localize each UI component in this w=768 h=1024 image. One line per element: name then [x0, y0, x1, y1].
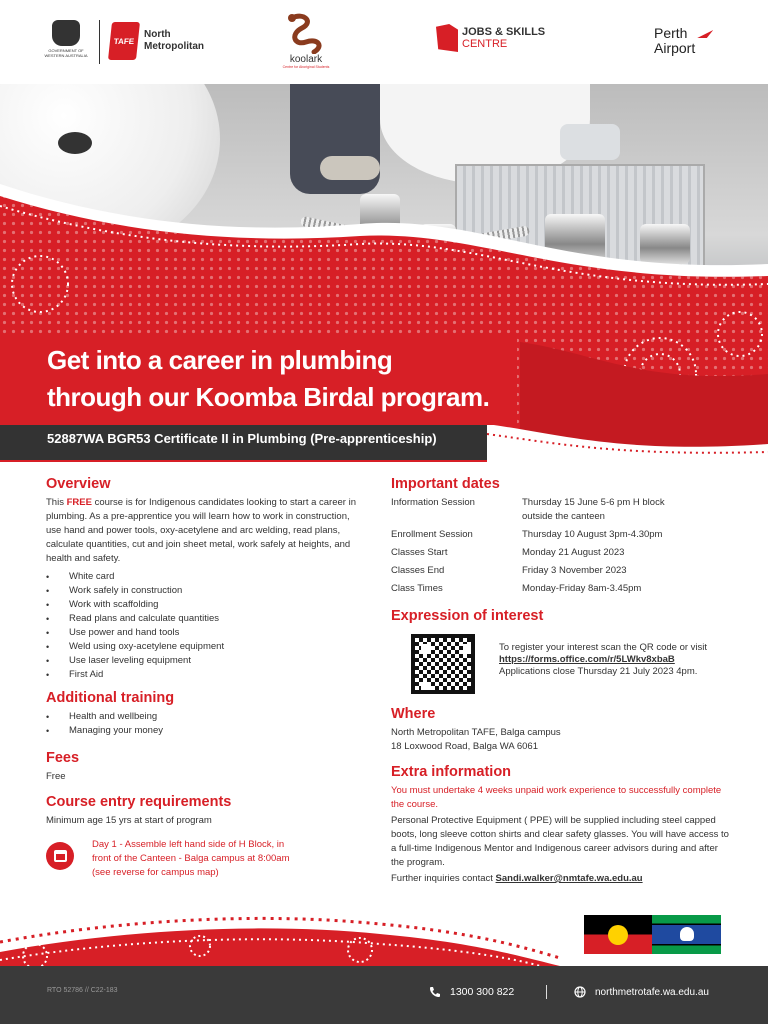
fees-heading: Fees — [46, 750, 80, 766]
list-item: • Health and wellbeing — [46, 710, 362, 724]
tafe-name: North Metropolitan — [144, 29, 204, 52]
list-item: • Managing your money — [46, 724, 362, 738]
hero-title-box — [0, 338, 517, 425]
website-link[interactable] — [574, 986, 709, 998]
left-column — [46, 476, 362, 886]
jobs-line1: JOBS & SKILLS — [462, 26, 546, 38]
important-dates-heading: Important dates — [391, 476, 500, 492]
list-item: • Weld using oxy-acetylene equipment — [46, 640, 362, 654]
date-value: Thursday 15 June 5-6 pm H block outside the canteen — [522, 497, 665, 522]
koolark-logo — [276, 12, 336, 69]
koolark-sub: Centre for Aboriginal Students — [282, 65, 330, 69]
calendar-icon — [46, 842, 74, 870]
globe-icon — [574, 986, 586, 998]
day1-line1: Day 1 - Assemble left hand side of H Block, in — [92, 839, 285, 850]
fees-section — [46, 750, 362, 784]
tafe-logo — [110, 22, 224, 60]
entry-requirements-text: Minimum age 15 yrs at start of program — [46, 815, 212, 826]
ppe-text: Personal Protective Equipment ( PPE) will be supplied including steel capped boots, long sleeve cotton shirts and clear safety glasses. You will have access to a full-time Indigenous Mentor and Indigenous career advisors during and after the program. — [391, 815, 729, 868]
certificate-bar: 52887WA BGR53 Certificate II in Plumbing (Pre-apprenticeship) — [0, 425, 487, 460]
website-url: northmetrotafe.wa.edu.au — [595, 986, 709, 998]
eoi-link[interactable]: https://forms.office.com/r/5LWkv8xbaB — [499, 654, 675, 665]
list-item: • Use laser leveling equipment — [46, 654, 362, 668]
eoi-line3: Applications close Thursday 21 July 2023 4pm. — [499, 666, 698, 677]
day1-callout — [46, 838, 362, 880]
date-value: Monday-Friday 8am-3.45pm — [522, 583, 642, 594]
day1-text — [92, 838, 290, 880]
table-row — [391, 546, 731, 564]
where-line1: North Metropolitan TAFE, Balga campus — [391, 727, 561, 738]
extra-info-section — [391, 764, 731, 886]
date-value: Monday 21 August 2023 — [522, 547, 625, 558]
koolark-name: koolark — [289, 54, 323, 65]
wa-map-icon — [436, 24, 458, 52]
where-heading: Where — [391, 706, 436, 722]
entry-requirements-heading: Course entry requirements — [46, 794, 232, 810]
date-value: Friday 3 November 2023 — [522, 565, 627, 576]
contact-email-link[interactable]: Sandi.walker@nmtafe.wa.edu.au — [495, 873, 643, 884]
contact-text — [391, 872, 731, 886]
table-row — [391, 564, 731, 582]
list-item: • Work with scaffolding — [46, 598, 362, 612]
aboriginal-flag — [584, 915, 653, 954]
right-column — [391, 476, 731, 892]
eoi-heading: Expression of interest — [391, 608, 544, 624]
table-row — [391, 582, 731, 600]
qr-code[interactable] — [411, 634, 475, 694]
logo-bar — [0, 0, 768, 84]
hero-title-line1: Get into a career in plumbing — [47, 345, 393, 375]
list-item: • Use power and hand tools — [46, 626, 362, 640]
overview-intro-pre: This — [46, 497, 67, 508]
date-label: Information Session — [391, 497, 475, 508]
dates-table — [391, 496, 731, 600]
important-dates-section — [391, 476, 731, 600]
fees-value: Free — [46, 771, 66, 782]
additional-training-list — [46, 710, 362, 738]
eoi-line1: To register your interest scan the QR code or visit — [499, 642, 708, 653]
overview-list — [46, 570, 362, 682]
overview-intro — [46, 496, 362, 566]
airport-line2: Airport — [654, 40, 696, 56]
date-label: Classes End — [391, 565, 445, 576]
phone-contact[interactable] — [429, 986, 514, 998]
list-item: • Read plans and calculate quantities — [46, 612, 362, 626]
day1-line2: front of the Canteen - Balga campus at 8:00am — [92, 853, 290, 864]
rto-number: RTO 52786 // C22-183 — [47, 987, 118, 994]
list-item: • Work safely in construction — [46, 584, 362, 598]
table-row — [391, 528, 731, 546]
overview-heading: Overview — [46, 476, 111, 492]
work-experience-warning: You must undertake 4 weeks unpaid work experience to successfully complete the course. — [391, 785, 722, 810]
list-item: • First Aid — [46, 668, 362, 682]
phone-number: 1300 300 822 — [450, 986, 515, 998]
airport-line1: Perth — [654, 25, 688, 41]
list-item: • White card — [46, 570, 362, 584]
jobs-skills-logo — [436, 24, 545, 52]
date-label: Class Times — [391, 583, 443, 594]
date-label: Classes Start — [391, 547, 448, 558]
date-value: Thursday 10 August 3pm-4.30pm — [522, 529, 663, 540]
footer-divider — [546, 985, 547, 999]
airport-name — [654, 26, 695, 56]
date-label: Enrollment Session — [391, 529, 473, 540]
crest-icon — [52, 20, 80, 46]
overview-section — [46, 476, 362, 682]
additional-training-section — [46, 690, 362, 738]
torres-strait-flag — [652, 915, 721, 954]
where-section — [391, 706, 731, 754]
eoi-section — [391, 608, 731, 694]
hero-title-line2: through our Koomba Birdal program. — [47, 382, 490, 412]
jobs-line2: CENTRE — [462, 38, 508, 50]
day1-line3: (see reverse for campus map) — [92, 867, 219, 878]
snake-icon — [284, 12, 328, 54]
phone-icon — [429, 986, 441, 998]
hero-title — [47, 342, 517, 416]
jobs-skills-name — [462, 26, 545, 50]
footer — [0, 966, 768, 1024]
extra-info-heading: Extra information — [391, 764, 512, 780]
tafe-badge: TAFE — [108, 22, 140, 60]
contact-pre: Further inquiries contact — [391, 873, 496, 884]
plane-icon — [697, 30, 713, 38]
overview-intro-post: course is for Indigenous candidates looking to start a career in plumbing. As a pre-apprentice you will learn how to work in construction, use hand and power tools, oxy-acetylene and arc welding, read plans, calculate quantities, cut and join sheet metal, work safely at heights, and health and safety. — [46, 497, 356, 564]
entry-requirements-section — [46, 794, 362, 880]
eoi-body — [391, 634, 731, 694]
additional-training-heading: Additional training — [46, 690, 175, 706]
where-line2: 18 Loxwood Road, Balga WA 6061 — [391, 741, 538, 752]
logo-divider — [99, 20, 100, 64]
free-highlight: FREE — [66, 497, 92, 508]
gov-wa-text: GOVERNMENT OF WESTERN AUSTRALIA — [44, 48, 88, 58]
gov-wa-logo — [40, 20, 92, 66]
table-row — [391, 496, 731, 528]
eoi-text — [499, 634, 707, 694]
perth-airport-logo — [654, 26, 713, 56]
